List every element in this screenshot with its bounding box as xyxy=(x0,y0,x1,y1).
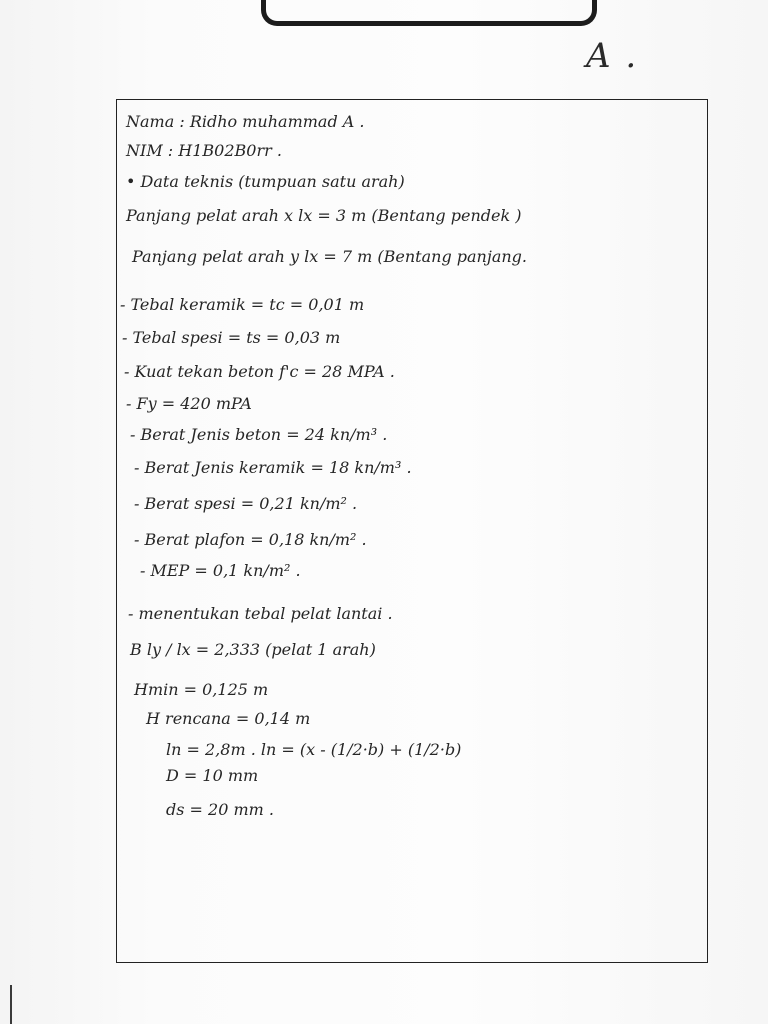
ceramic-unit-weight: - Berat Jenis keramik = 18 kn/m³ . xyxy=(134,458,412,477)
concrete-cover: ds = 20 mm . xyxy=(166,800,274,819)
bar-diameter: D = 10 mm xyxy=(166,766,259,785)
yield-strength: - Fy = 420 mPA xyxy=(126,394,252,413)
page-mark: A . xyxy=(586,36,639,76)
h-design: H rencana = 0,14 m xyxy=(146,709,311,728)
clear-span: ln = 2,8m . ln = (x - (1/2·b) + (1/2·b) xyxy=(166,740,462,759)
section-data-teknis: • Data teknis (tumpuan satu arah) xyxy=(126,172,405,191)
ceiling-weight: - Berat plafon = 0,18 kn/m² . xyxy=(134,530,367,549)
mortar-weight: - Berat spesi = 0,21 kn/m² . xyxy=(134,494,358,513)
mortar-thickness: - Tebal spesi = ts = 0,03 m xyxy=(122,328,341,347)
mep-load: - MEP = 0,1 kn/m² . xyxy=(140,561,301,580)
concrete-strength: - Kuat tekan beton f'c = 28 MPA . xyxy=(124,362,395,381)
ceramic-thickness: - Tebal keramik = tc = 0,01 m xyxy=(120,295,365,314)
concrete-unit-weight: - Berat Jenis beton = 24 kn/m³ . xyxy=(130,425,388,444)
section-slab-thickness: - menentukan tebal pelat lantai . xyxy=(128,604,393,623)
scan-edge-mark xyxy=(10,985,12,1024)
student-name: Nama : Ridho muhammad A . xyxy=(126,112,365,131)
span-y: Panjang pelat arah y lx = 7 m (Bentang panjang. xyxy=(132,247,527,266)
student-id: NIM : H1B02B0rr . xyxy=(126,141,282,160)
h-min: Hmin = 0,125 m xyxy=(134,680,269,699)
span-ratio: B ly / lx = 2,333 (pelat 1 arah) xyxy=(130,640,376,659)
span-x: Panjang pelat arah x lx = 3 m (Bentang pendek ) xyxy=(126,206,522,225)
clipboard-clip xyxy=(261,0,597,26)
